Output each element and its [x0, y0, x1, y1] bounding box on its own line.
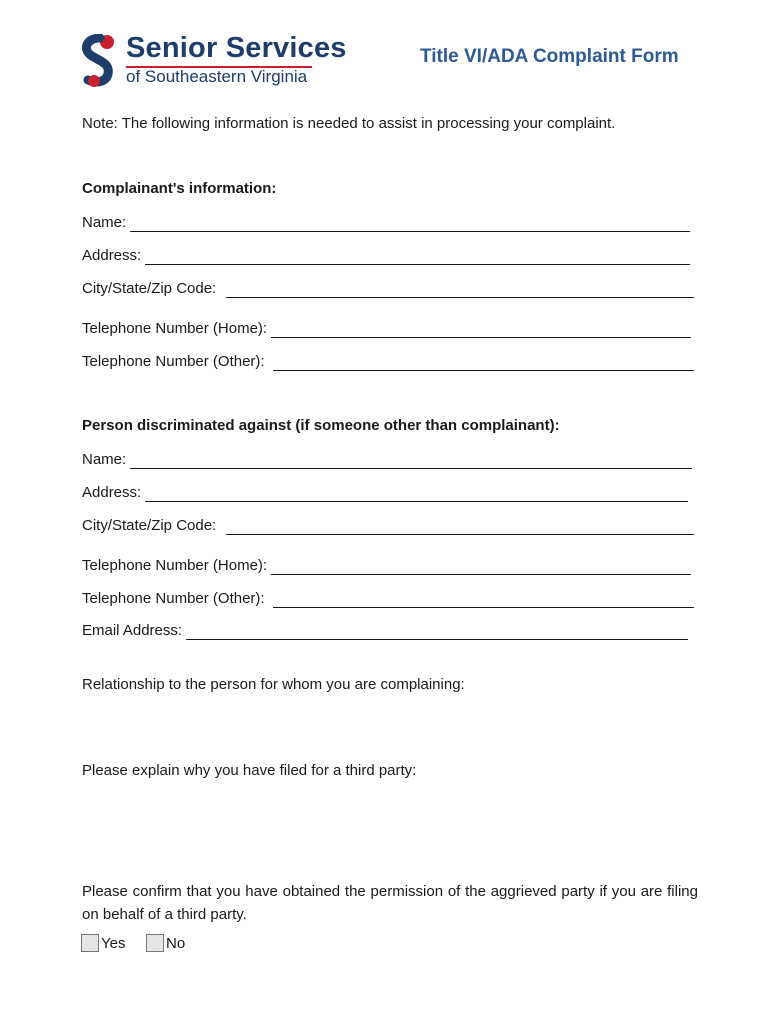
yes-checkbox[interactable]	[81, 934, 99, 952]
name-input-line[interactable]	[130, 452, 692, 469]
complainant-address-field[interactable]	[82, 245, 690, 265]
name-input-line[interactable]	[130, 215, 690, 232]
third-party-prompt: Please explain why you have filed for a third party:	[82, 762, 417, 779]
email-input-line[interactable]	[186, 623, 688, 640]
tel-home-input-line[interactable]	[271, 558, 691, 575]
person-tel-home-field[interactable]	[82, 555, 691, 575]
no-label: No	[166, 934, 186, 952]
person-email-field[interactable]	[82, 620, 688, 640]
address-input-line[interactable]	[145, 485, 688, 502]
yes-label: Yes	[101, 934, 126, 952]
city-input-line[interactable]	[226, 281, 694, 298]
person-name-field[interactable]	[82, 449, 692, 469]
complainant-tel-other-field[interactable]	[82, 351, 694, 371]
no-checkbox[interactable]	[146, 934, 164, 952]
complainant-city-field[interactable]	[82, 278, 694, 298]
field-label: Telephone Number (Home):	[82, 557, 268, 574]
complainant-name-field[interactable]	[82, 212, 690, 232]
person-tel-other-field[interactable]	[82, 588, 694, 608]
person-address-field[interactable]	[82, 482, 688, 502]
address-input-line[interactable]	[145, 248, 690, 265]
field-label: Address:	[82, 484, 142, 501]
field-label: Email Address:	[82, 622, 183, 639]
form-title: Title VI/ADA Complaint Form	[420, 46, 679, 67]
field-label: Address:	[82, 247, 142, 264]
logo-s-icon	[80, 34, 120, 88]
person-city-field[interactable]	[82, 515, 694, 535]
tel-other-input-line[interactable]	[273, 591, 694, 608]
relationship-prompt: Relationship to the person for whom you are complaining:	[82, 676, 465, 693]
complainant-heading: Complainant's information:	[82, 180, 277, 197]
field-label: Telephone Number (Other):	[82, 353, 265, 370]
city-input-line[interactable]	[226, 518, 694, 535]
field-label: Name:	[82, 451, 127, 468]
field-label: Telephone Number (Home):	[82, 320, 268, 337]
complainant-tel-home-field[interactable]	[82, 318, 691, 338]
org-subtitle: of Southeastern Virginia	[126, 67, 308, 86]
field-label: City/State/Zip Code:	[82, 280, 217, 297]
tel-other-input-line[interactable]	[273, 354, 694, 371]
field-label: City/State/Zip Code:	[82, 517, 217, 534]
field-label: Telephone Number (Other):	[82, 590, 265, 607]
person-heading: Person discriminated against (if someone other than complainant):	[82, 417, 560, 434]
field-label: Name:	[82, 214, 127, 231]
org-name: Senior Services	[126, 32, 347, 64]
confirm-prompt: Please confirm that you have obtained the permission of the aggrieved party if you are filing on behalf of a third party.	[82, 883, 698, 923]
note-text: Note: The following information is needed to assist in processing your complaint.	[82, 115, 616, 132]
no-option[interactable]	[146, 932, 185, 954]
tel-home-input-line[interactable]	[271, 321, 691, 338]
yes-option[interactable]	[81, 932, 125, 954]
